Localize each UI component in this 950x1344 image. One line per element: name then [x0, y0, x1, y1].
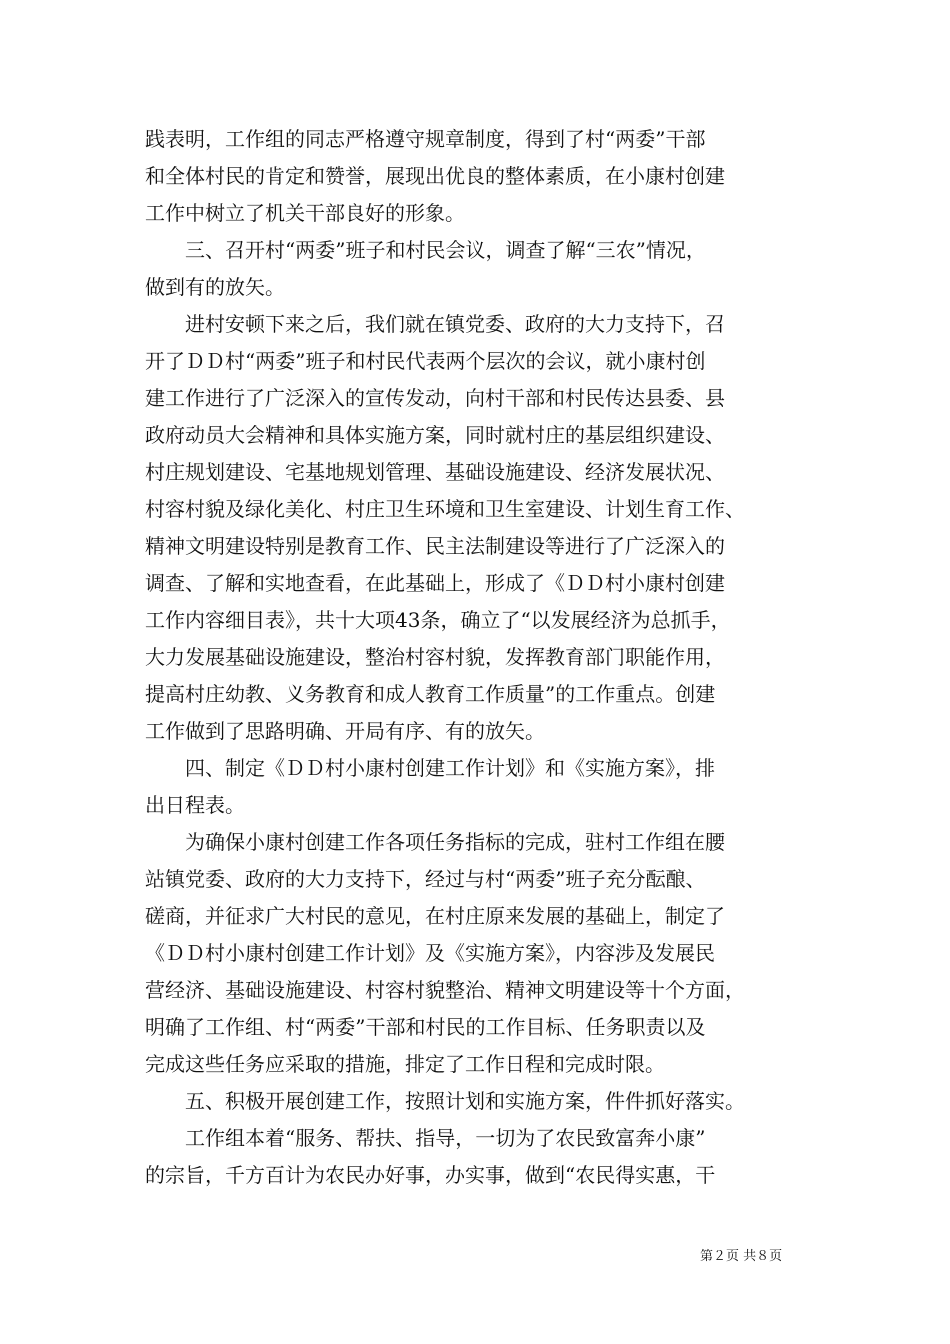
text-line: 大力发展基础设施建设，整治村容村貌，发挥教育部门职能作用， — [145, 645, 725, 669]
page-footer: 第２页 共８页 — [700, 1249, 783, 1264]
document-body — [145, 121, 825, 1194]
text-line: 三、召开村“两委”班子和村民会议，调查了解“三农”情况， — [185, 238, 706, 262]
text-line: 进村安顿下来之后，我们就在镇党委、政府的大力支持下，召 — [185, 312, 725, 336]
text-line: 明确了工作组、村“两委”干部和村民的工作目标、任务职责以及 — [145, 1015, 706, 1039]
text-line: 站镇党委、政府的大力支持下，经过与村“两委”班子充分酝酿、 — [145, 867, 706, 891]
text-line: 完成这些任务应采取的措施，排定了工作日程和完成时限。 — [145, 1052, 665, 1076]
text-line: 工作组本着“服务、帮扶、指导，一切为了农民致富奔小康” — [185, 1126, 706, 1150]
text-line: 营经济、基础设施建设、村容村貌整治、精神文明建设等十个方面， — [145, 978, 745, 1002]
text-line: 村庄规划建设、宅基地规划管理、基础设施建设、经济发展状况、 — [145, 460, 725, 484]
text-line: 《ＤＤ村小康村创建工作计划》及《实施方案》，内容涉及发展民 — [145, 941, 715, 965]
text-line: 的宗旨，千方百计为农民办好事，办实事，做到“农民得实惠，干 — [145, 1163, 716, 1187]
text-line: 政府动员大会精神和具体实施方案，同时就村庄的基层组织建设、 — [145, 423, 725, 447]
text-line: 为确保小康村创建工作各项任务指标的完成，驻村工作组在腰 — [185, 830, 725, 854]
text-line: 五、积极开展创建工作，按照计划和实施方案，件件抓好落实。 — [185, 1089, 745, 1113]
text-line: 工作中树立了机关干部良好的形象。 — [145, 201, 465, 225]
text-line: 提高村庄幼教、义务教育和成人教育工作质量”的工作重点。创建 — [145, 682, 716, 706]
text-line: 村容村貌及绿化美化、村庄卫生环境和卫生室建设、计划生育工作、 — [145, 497, 745, 521]
text-line: 和全体村民的肯定和赞誉，展现出优良的整体素质，在小康村创建 — [145, 164, 725, 188]
text-line: 做到有的放矢。 — [145, 275, 285, 299]
text-line: 工作做到了思路明确、开局有序、有的放矢。 — [145, 719, 545, 743]
text-line: 工作内容细目表》，共十大项43条，确立了“以发展经济为总抓手， — [145, 608, 731, 632]
text-line: 调查、了解和实地查看，在此基础上，形成了《ＤＤ村小康村创建 — [145, 571, 725, 595]
text-line: 精神文明建设特别是教育工作、民主法制建设等进行了广泛深入的 — [145, 534, 725, 558]
text-line: 四、制定《ＤＤ村小康村创建工作计划》和《实施方案》，排 — [185, 756, 715, 780]
text-line: 磋商，并征求广大村民的意见，在村庄原来发展的基础上，制定了 — [145, 904, 725, 928]
text-line: 建工作进行了广泛深入的宣传发动，向村干部和村民传达县委、县 — [145, 386, 725, 410]
text-line: 出日程表。 — [145, 793, 245, 817]
text-line: 开了ＤＤ村“两委”班子和村民代表两个层次的会议，就小康村创 — [145, 349, 706, 373]
text-line: 践表明，工作组的同志严格遵守规章制度，得到了村“两委”干部 — [145, 127, 706, 151]
